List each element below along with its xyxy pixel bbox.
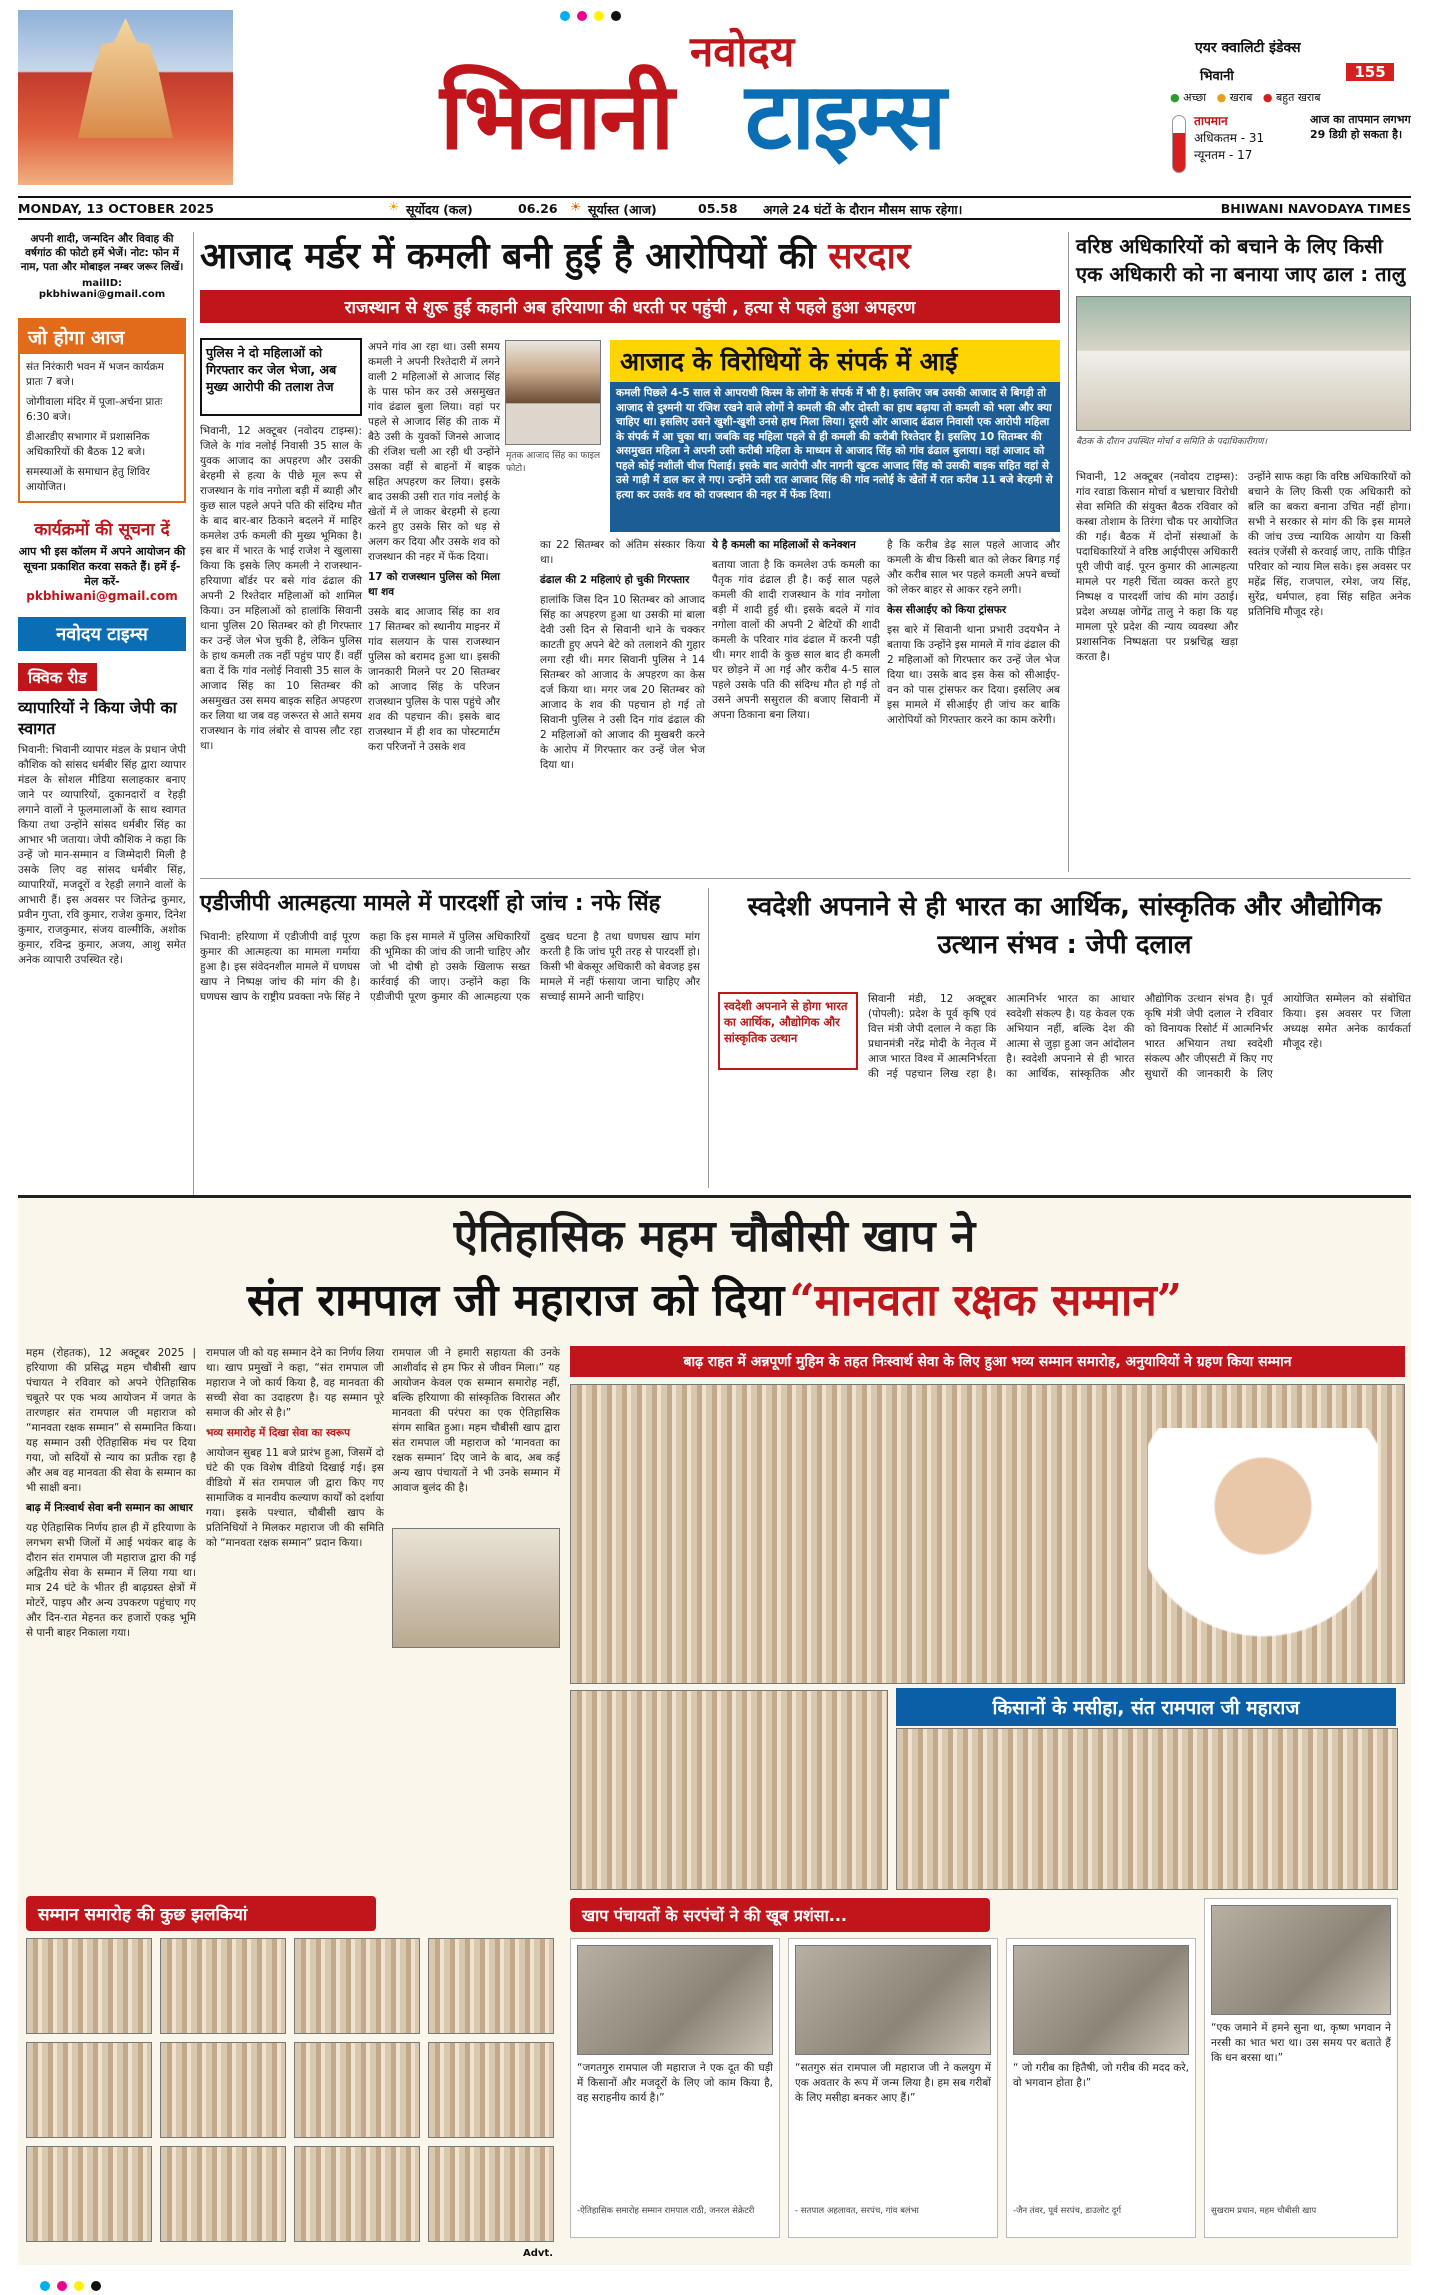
sarpanch-photo [1211,1905,1391,2015]
swadeshi-headline: स्वदेशी अपनाने से ही भारत का आर्थिक, सांस्कृतिक और औद्योगिक उत्थान संभव : जेपी दलाल [747,892,1382,960]
sunrise-label: सूर्योदय (कल) [406,202,473,217]
today-item: समस्याओं के समाधान हेतु शिविर आयोजित। [26,466,150,493]
quote-text: “सतगुरु संत रामपाल जी महाराज जी ने कलयुग में एक अवतार के रूप में जन्म लिया है। हम सब गरीबों के लिए मसीहा बनकर आए हैं।” [795,2062,991,2104]
today-item: जोगीवाला मंदिर में पूजा-अर्चना प्रातः 6:30 बजे। [26,396,163,423]
temple-photo [18,10,233,185]
lead-strap: राजस्थान से शुरू हुई कहानी अब हरियाणा की धरती पर पहुंची , हत्या से पहले हुआ अपहरण [200,290,1060,323]
khap-col-2-sub: भव्य समारोह में दिखा सेवा का स्वरूप [206,1427,351,1439]
temp-max: अधिकतम - 31 [1194,131,1265,145]
thermometer-icon [1172,115,1186,173]
victim-photo-caption: मृतक आजाद सिंह का फाइल फोटो। [506,451,601,474]
quick-body: भिवानी: भिवानी व्यापार मंडल के प्रधान जेपी कौशिक को सांसद धर्मबीर सिंह द्वारा व्यापार मंडल के सोशल मीडिया सलाहकार बनाए जाने पर व्यापारियों, दुकानदारों व रेहड़ी लगाने वालों ने फूलमालाओं के साथ स्वागत किया तथा उन्होंने सांसद धर्मबीर सिंह का आभार भी जताया। जेपी कौशिक ने कहा कि उन्हें जो मान-सम्मान व जिम्मेदारी मिली है उसके लिए वह सांसद धर्मबीर सिंह, व्यापारियों, मजदूरों व रेहड़ी लगाने वालों के आभारी हैं। इस अवसर पर जितेन्द्र कुमार, प्रवीन गुप्ता, रवि कुमार, राजेश कुमार, दिनेश कुमार, राजकुमार, संजय वाल्मीकि, अशोक कुमार, रविन्द्र कुमार, अजय, आशु समेत अनेक व्यापारी उपस्थित रहे। [18,744,186,966]
right-col-1: भिवानी, 12 अक्टूबर (नवोदय टाइम्स): गांव रवाडा किसान मोर्चा व भ्रष्टाचार विरोधी सेवा समिति की संयुक्त बैठक रविवार को कस्बा तोशाम के तिरंगा चौक पर आयोजित की गई। बैठक में दोनों संस्थाओं के पदाधिकारियों ने वरिष्ठ आईपीएस अधिकारी पूरी जीपी वाई. पूरन कुमार की आत्महत्या मामले पर गहरी चिंता व्यक्त करते हुए निष्पक्ष व पारदर्शी जांच की मांग उठाई। प्रदेश अध्यक्ष जोगेंद्र तालु ने कहा कि यह मामला पूरे प्रदेश की न्याय व्यवस्था और प्रशासनिक निष्पक्षता पर प्रश्नचिह्न खड़ा करता है। [1076,471,1238,663]
quote-caption: सुखराम प्रधान, महम चौबीसी खाप [1211,2206,1317,2216]
lead-subhead: आजाद के विरोधियों के संपर्क में आई [610,340,1060,382]
gallery-title: सम्मान समारोह की कुछ झलकियां [26,1896,376,1931]
lead-col-2-text: अपने गांव आ रहा था। उसी समय कमली ने अपनी रिश्तेदारी में लगने वाली 2 महिलाओं से आजाद सिंह के पास फोन कर उसे असमुखत गांव ढंढाल बुला लिया। वहां पर पहले से आजाद सिंह की ताक में बैठे उसी के युवकों जिनसे आजाद की रंजिश चली आ रही थी उन्होंने उसका वहीं से बाहनों में बाइक सहित अपहरण कर लिया। इसके बाद उसकी उसी रात गांव नलोई के खेतों में ले जाकर बेरहमी से हत्या करने हुए उसके सिर को धड़ से अलग कर दिया और उसके शव को राजस्थान की नहर में फेंक दिया। [368,341,500,563]
aqi-good: अच्छा [1183,91,1207,104]
gallery-photo [294,2042,420,2138]
right-headline: वरिष्ठ अधिकारियों को बचाने के लिए किसी एक अधिकारी को ना बनाया जाए ढाल : तालु [1076,234,1406,286]
masthead [0,0,1429,195]
lead-headline-red: सरदार [828,235,911,277]
lead-divider [1068,232,1069,872]
program-title: कार्यक्रमों की सूचना दें [34,520,170,540]
swadeshi-box [718,992,858,1070]
lead-col-3-text: का 22 सितम्बर को अंतिम संस्कार किया था। [540,539,705,566]
lead-col-3-text-b: हालांकि जिस दिन 10 सितम्बर को आजाद सिंह का अपहरण हुआ था उसकी मां बाला देवी उसी दिन से सिवानी थाने के चक्कर काटती हुए अपने बेटे को तलाशने की गुहार लगा रही थी। मगर सिवानी पुलिस ने 14 सितम्बर को आजाद के अपहरण का केस दर्ज किया था। मगर जब 20 सितम्बर को आजाद के शव की पहचान हो गई तो सिवानी पुलिस ने उसी दिन गांव ढंढाल की 2 महिलाओं को आजाद की मुखबरी करने के आरोप में गिरफ्तार कर उन्हें जेल भेज दिया था। [540,594,705,771]
gallery-photo [160,2146,286,2242]
lead-col-3 [540,538,705,843]
gallery-photo [26,1938,152,2034]
brand-right: टाइम्स [745,63,945,170]
khap-col-1-sub: बाढ़ में निःस्वार्थ सेवा बनी सम्मान का आधार [26,1502,193,1514]
khap-col-2-text-b: आयोजन सुबह 11 बजे प्रारंभ हुआ, जिसमें दो घंटे की एक विशेष वीडियो दिखाई गई। इस वीडियो में संत रामपाल जी द्वारा किए गए सामाजिक व मानवीय कल्याण कार्यों को दर्शाया गया। इसके पश्चात, चौबीसी खाप के प्रतिनिधियों ने मिलकर महाराज जी की समिति को “मानवता रक्षक सम्मान” प्रदान किया। [206,1447,384,1549]
temp-min: न्यूनतम - 17 [1194,148,1253,162]
forecast: अगले 24 घंटों के दौरान मौसम साफ रहेगा। [763,202,963,217]
swadeshi-story [718,888,1411,1188]
quote-caption: -जैन तंवर, पूर्व सरपंच, डाउलोट दूर्ग [1013,2206,1122,2216]
lead-box-text: पुलिस ने दो महिलाओं को गिरफ्तार कर जेल भेजा, अब मुख्य आरोपी की तलाश तेज [206,345,337,394]
meeting-photo [1076,296,1411,431]
khap-col-2-text: रामपाल जी को यह सम्मान देने का निर्णय लिया था। खाप प्रमुखों ने कहा, “संत रामपाल जी महाराज ने जो कार्य किया है, वह मानवता की सच्ची सेवा का उदाहरण है। यह सम्मान पूरे समाज की ओर से है।” [206,1347,384,1419]
quote-caption: - सतपाल अहलावत, सरपंच, गांव बलंभा [795,2206,919,2216]
aqi-city: भिवानी [1200,69,1234,84]
lead-col-3-sub: ढंढाल की 2 महिलाएं हो चुकी गिरफ्तार [540,574,690,586]
lead-col-2-sub: 17 को राजस्थान पुलिस को मिला था शव [368,571,500,598]
khap-col-2 [206,1346,384,1888]
lead-box [200,338,362,416]
kisan-title: किसानों के मसीहा, संत रामपाल जी महाराज [896,1688,1396,1726]
lead-col-4 [712,538,880,843]
today-item: डीआरडीए सभागार में प्रशासनिक अधिकारियों की बैठक 12 बजे। [26,431,150,458]
photo-notice: अपनी शादी, जन्मदिन और विवाह की वर्षगांठ की फोटो हमें भेजें। नोट: फोन में नाम, पता और मोबाइल नम्बर जरूर लिखें। [20,233,184,273]
khap-col-1-text-b: यह ऐतिहासिक निर्णय हाल ही में हरियाणा के लगभग सभी जिलों में आई भयंकर बाढ़ के दौरान संत रामपाल जी महाराज द्वारा की गई अद्वितीय सेवा के सम्मान में लिया गया था। मात्र 24 घंटे के भीतर ही बाढ़ग्रस्त क्षेत्रों में मोटरें, पाइप और अन्य उपकरण पहुंचाए गए और दिन-रात मेहनत कर हजारों एकड़ भूमि से पानी बाहर निकाला गया। [26,1522,196,1639]
lead-col-4-text: बताया जाता है कि कमलेश उर्फ कमली का पैतृक गांव ढंढाल ही है। कई साल पहले कमली की शादी राजस्थान के गांव नगोला बड़ी में शादी हुई थी। इसके बदले में गांव नगोला वालों की अपनी 2 बेटियों की शादी कमली के परिवार गांव ढंढाल में करनी पड़ी थी। मगर शादी के कुछ साल बाद ही कमली घर छोड़ने में आ गई और करीब 4-5 साल पहले उसके पति की संदिग्ध मौत हो गई तो उसने अपनी ससुराल की बजाए सिवानी में अपना ठिकाना बना लिया। [712,559,880,721]
gallery-photo [26,2042,152,2138]
gallery-photo [294,2146,420,2242]
mid-divider [708,888,709,1188]
brand-small: नवोदय [690,27,795,76]
lead-story [200,228,1060,848]
gallery-photo [428,2146,554,2242]
gallery [26,1938,560,2248]
left-rail [18,232,186,1272]
registration-marks-top [560,6,628,25]
sunset-label: सूर्यास्त (आज) [588,202,657,217]
aqi-title: एयर क्वालिटी इंडेक्स [1195,40,1301,56]
rail-logo: नवोदय टाइम्स [18,617,186,651]
statue-photo [392,1528,560,1648]
lead-headline-black: आजाद मर्डर में कमली बनी हुई है आरोपियों की [200,235,816,277]
today-item: संत निरंकारी भवन में भजन कार्यक्रम प्रातः 7 बजे। [26,361,164,388]
victim-photo [505,340,601,445]
temp-label: तापमान [1194,114,1228,128]
adgp-story [200,888,700,1188]
swadeshi-body: सिवानी मंडी, 12 अक्टूबर (पोपली): प्रदेश के पूर्व कृषि एवं वित्त मंत्री जेपी दलाल ने कहा कि प्रधानमंत्री नरेंद्र मोदी के नेतृत्व में आज भारत विश्व में आत्मनिर्भरता की नई पहचान लिख रहा है। आत्मनिर्भर भारत का आधार स्वदेशी संकल्प है। यह केवल एक अभियान नहीं, बल्कि देश की आत्मा से जुड़ा हुआ जन आंदोलन है। स्वदेशी अपनाने से ही भारत का आर्थिक, सांस्कृतिक और औद्योगिक उत्थान संभव है। पूर्व कृषि मंत्री जेपी दलाल ने रविवार को विनायक रिसोर्ट में आत्मनिर्भर भारत अभियान तथा स्वदेशी संकल्प और जीएसटी में किए गए सुधारों की जानकारी के लिए आयोजित सम्मेलन को संबोधित किया। इस अवसर पर जिला अध्यक्ष समेत अनेक कार्यकर्ता मौजूद रहे। [868,993,1411,1080]
gallery-photo [160,2042,286,2138]
advt-label: Advt. [523,2248,553,2259]
quote-card-1 [570,1938,780,2238]
registration-marks-bottom [40,2276,108,2295]
lead-col-5-text: है कि करीब डेढ़ साल पहले आजाद और कमली के बीच किसी बात को लेकर बिगड़ गई और करीब साल भर पहले कमली अपने बच्चों को लेकर बाहर से आकर रहने लगी। [887,539,1060,596]
sarpanch-photo [577,1945,773,2055]
gallery-photo [428,2042,554,2138]
program-body: आप भी इस कॉलम में अपने आयोजन की सूचना प्रकाशित करवा सकते हैं। हमें ई-मेल करें- [18,545,186,588]
lead-col-4-sub: ये है कमली का महिलाओं से कनेक्शन [712,539,856,551]
lead-col-2 [368,340,500,845]
section-rule [200,878,1411,879]
quote-card-2 [788,1938,998,2238]
notice-email: mailID: pkbhiwani@gmail.com [38,278,166,300]
khap-headline-quote: “मानवता रक्षक सम्मान” [789,1275,1183,1326]
aqi-legend: ● अच्छा ● खराब ● बहुत खराब [1170,91,1321,104]
aqi-value: 155 [1346,63,1394,81]
sarpanch-photo [1013,1945,1189,2055]
khap-section [18,1195,1411,2265]
quote-text: “ जो गरीब का हितैषी, जो गरीब की मदद करे, वो भगवान होता है।” [1013,2062,1189,2089]
quick-headline: व्यापारियों ने किया जेपी का स्वागत [18,698,177,738]
khap-col-3: रामपाल जी ने हमारी सहायता की उनके आशीर्वाद से हम फिर से जीवन मिला।” यह आयोजन केवल एक सम्मान समारोह नहीं, बल्कि हरियाणा की सांस्कृतिक विरासत और मानवता की परंपरा का एक ऐतिहासिक संगम साबित हुआ। महम चौबीसी खाप द्वारा संत रामपाल जी महाराज को ‘मानवता का रक्षक सम्मान’ दिए जाने के बाद, अब कई अन्य खाप पंचायतों ने भी उनके सम्मान में आवाज बुलंद की है। [392,1347,560,1494]
lead-intro: कमली पिछले 4-5 साल से आपराधी किस्म के लोगों के संपर्क में भी है। इसलिए जब उसकी आजाद से बिगड़ी तो आजाद से दुश्मनी या रंजिश रखने वाले लोगों ने कमली की और दोस्ती का हाथ बढ़ाया तो कमली को भला और क्या चाहिए था। इसलिए उसने खुशी-खुशी उनसे हाथ मिला लिया। दूसरी ओर आजाद ढंढाल निवासी एक आरोपी महिला के संपर्क में आ चुका था। जबकि वह महिला पहले से ही कमली की करीबी रिश्तेदार है। इसलिए 10 सितम्बर की असमुखत महिला ने अपनी उसी करीबी महिला के माध्यम से आजाद सिंह को गांव ढंढाल बुलाया। वहां आजाद को पहले कोई नशीली चीज पिलाई। इसके बाद आरोपी और नागनी खुटक आजाद सिंह को उसकी बाइक सहित वहां से उसे गाड़ी में डाल कर ले गए। उन्होंने उसी रात आजाद सिंह की गांव नलोई के खेतों में रात करीब 11 बजे बेरहमी से हत्या कर उसके शव को राजस्थान की नहर में फेंक दिया। [610,382,1060,532]
lead-col-5 [887,538,1060,843]
weather-note: आज का तापमान लगभग 29 डिग्री हो सकता है। [1310,113,1411,141]
issue-date: MONDAY, 13 OCTOBER 2025 [18,201,214,216]
gallery-photo [428,1938,554,2034]
quote-text: “जगतगुरु रामपाल जी महाराज ने एक दूत की घड़ी में किसानों और मजदूरों के लिए जो काम किया है, वह सराहनीय कार्य है।” [577,2062,773,2104]
sun-icon: ☀ [388,199,400,214]
rail-divider [193,232,194,1272]
lead-col-5-sub: केस सीआईए को किया ट्रांसफर [887,604,1007,616]
lead-headline [200,228,1060,284]
aqi-bad: खराब [1229,91,1253,104]
lead-col-1: भिवानी, 12 अक्टूबर (नवोदय टाइम्स): जिले के गांव नलोई निवासी 35 साल के युवक आजाद का अपहरण और उसकी बेरहमी से हत्या के पीछे मूल रूप से राजस्थान के गांव नगोला बड़ी में ब्याही और कुछ साल पहले अपने पति की संदिग्ध मौत के बाद बार-बार ठिकाने बदलने में माहिर कमलेश उर्फ कमली की मुख्य भूमिका है। इस बार में भारत के भाई राजेश ने खुलासा किया कि इसके लिए कमली ने राजस्थान-हरियाणा बॉर्डर पर बसे गांव ढंढाल की अपनी 2 रिश्तेदार महिलाओं को शामिल किया। उन महिलाओं को हालांकि सिवानी थाना पुलिस 20 सितम्बर को ही गिरफ्तार कर उन्हें जेल भेज चुकी है, लेकिन पुलिस के हाथ कमली तक नहीं पहुंच पाए हैं। वहीं बता दें कि गांव नलोई निवासी 35 साल के आजाद सिंह का 10 सितम्बर की असमुखत उस समय बाइक सहित अपहरण कर लिया था जब वह जरूरत से आते समय राजस्थान के गांव लंबोर से वापस लौट रहा था। [200,425,362,752]
khap-headline-2: संत रामपाल जी महाराज को दिया [246,1275,785,1326]
swadeshi-box-text: स्वदेशी अपनाने से होगा भारत का आर्थिक, औद्योगिक और सांस्कृतिक उत्थान [724,999,848,1045]
khap-col-1 [26,1346,196,1888]
quote-text: “एक जमाने में हमने सुना था, कृष्ण भगवान ने नरसी का भात भरा था। उस समय पर बताते हैं कि धन बरसा था।” [1211,2022,1391,2064]
khap-col-1-text: महम (रोहतक), 12 अक्टूबर 2025 | हरियाणा की प्रसिद्ध महम चौबीसी खाप पंचायत ने रविवार को अपने ऐतिहासिक चबूतरे पर एक भव्य आयोजन में जगत के तारणहार संत रामपाल जी महाराज को “मानवता रक्षक सम्मान” से सम्मानित किया। यह सम्मान उसी ऐतिहासिक मंच पर दिया गया, जो सदियों से न्याय का प्रतीक रहा है और अब वह मानवता की सेवा के सम्मान का भी साक्षी बना। [26,1347,196,1494]
quote-card-4 [1204,1898,1398,2238]
gallery-photo [294,1938,420,2034]
aqi-very-bad: बहुत खराब [1275,91,1321,104]
sunset-time: 05.58 [698,201,738,216]
kisan-photo-1 [570,1690,888,1890]
praise-title: खाप पंचायतों के सरपंचों ने की खूब प्रशंसा... [570,1898,990,1932]
khap-headline-1: ऐतिहासिक महम चौबीसी खाप ने [453,1211,976,1262]
khap-headline-2-row [18,1268,1411,1343]
date-strip [18,196,1411,220]
kisan-photo-2 [896,1728,1398,1890]
khap-strap: बाढ़ राहत में अन्नपूर्णा मुहिम के तहत निःस्वार्थ सेवा के लिए हुआ भव्य सम्मान समारोह, अनुयायियों ने ग्रहण किया सम्मान [570,1346,1405,1377]
lead-col-2-text-b: उसके बाद आजाद सिंह का शव 17 सितम्बर को स्थानीय माइनर में गांव सलयान के पास राजस्थान पुलिस को बरामद हुआ था। इसकी जानकारी मिलने पर 20 सितम्बर को आजाद सिंह के परिजन राजस्थान पुलिस के पास पहुंचे और शव की पहचान की। इसके बाद राजस्थान में ही शव का पोस्टमार्टम करा परिजनों ने उसके शव [368,606,500,753]
sarpanch-photo [795,1945,991,2055]
saint-portrait [1148,1428,1378,1688]
lead-col-5-text-b: इस बारे में सिवानी थाना प्रभारी उदयभैन ने बताया कि उन्होंने इस मामले में गांव ढंढाल की 2 महिलाओं को गिरफ्तार कर उन्हें जेल भेज दिया था। उसके बाद इस केस को सीआईए-वन को पास ट्रांसफर कर दिया। इसलिए अब इस मामले में सीआईए ही जांच कर बाकि आरोपियों को गिरफ्तार करने का काम करेगी। [887,624,1060,726]
sunset-icon: ☀ [570,199,582,214]
meeting-photo-caption: बैठक के दौरान उपस्थित मोर्चा व समिति के पदाधिकारीगण। [1076,437,1268,447]
today-title: जो होगा आज [20,320,184,354]
sunrise-time: 06.26 [518,201,558,216]
quote-caption: -ऐतिहासिक समारोह सम्मान रामपाल राठी, जनरल सेक्रेटरी [577,2206,755,2216]
gallery-photo [26,2146,152,2242]
right-story [1076,232,1411,872]
gallery-photo [160,1938,286,2034]
quote-card-3 [1006,1938,1196,2238]
today-box [18,318,186,503]
program-email: pkbhiwani@gmail.com [26,589,178,603]
adgp-headline: एडीजीपी आत्महत्या मामले में पारदर्शी हो जांच : नफे सिंह [200,891,661,916]
brand-left: भिवानी [440,63,673,170]
right-col-2: उन्होंने साफ कहा कि वरिष्ठ अधिकारियों को बचाने के लिए किसी एक अधिकारी को बलि का बकरा बनाना उचित नहीं होगा। सभी ने सरकार से मांग की कि इस मामले की जांच उच्च न्यायिक आयोग या किसी स्वतंत्र एजेंसी से करवाई जाए, ताकि पीड़ित परिवार को न्याय मिल सके। इस अवसर पर महेंद्र सिंह, राजपाल, रमेश, जय सिंह, सुरेंद्र, धर्मपाल, हवा सिंह सहित अनेक प्रतिनिधि मौजूद रहे। [1248,471,1411,618]
quick-read: क्विक रीड [18,663,97,691]
paper-name: BHIWANI NAVODAYA TIMES [1220,201,1411,216]
adgp-body: भिवानी: हरियाणा में एडीजीपी वाई पूरण कुमार की आत्महत्या का मामला गर्माया हुआ है। इस संवेदनशील मामले में घणघस खाप ने निष्पक्ष जांच की मांग की है। घणघस खाप के राष्ट्रीय प्रवक्ता नफे सिंह ने कहा कि इस मामले में पुलिस अधिकारियों की भूमिका की जांच की जानी चाहिए और जो भी दोषी हो उसके खिलाफ सख्त कार्रवाई की जाए। उन्होंने कहा कि एडीजीपी पूरण कुमार की आत्महत्या एक दुखद घटना है तथा घणघस खाप मांग करती है कि जांच पूरी तरह से पारदर्शी हो। किसी भी बेकसूर अधिकारी को बेवजह इस मामले में नहीं फंसाया जाना चाहिए और सच्चाई सामने आनी चाहिए। [200,931,700,1003]
